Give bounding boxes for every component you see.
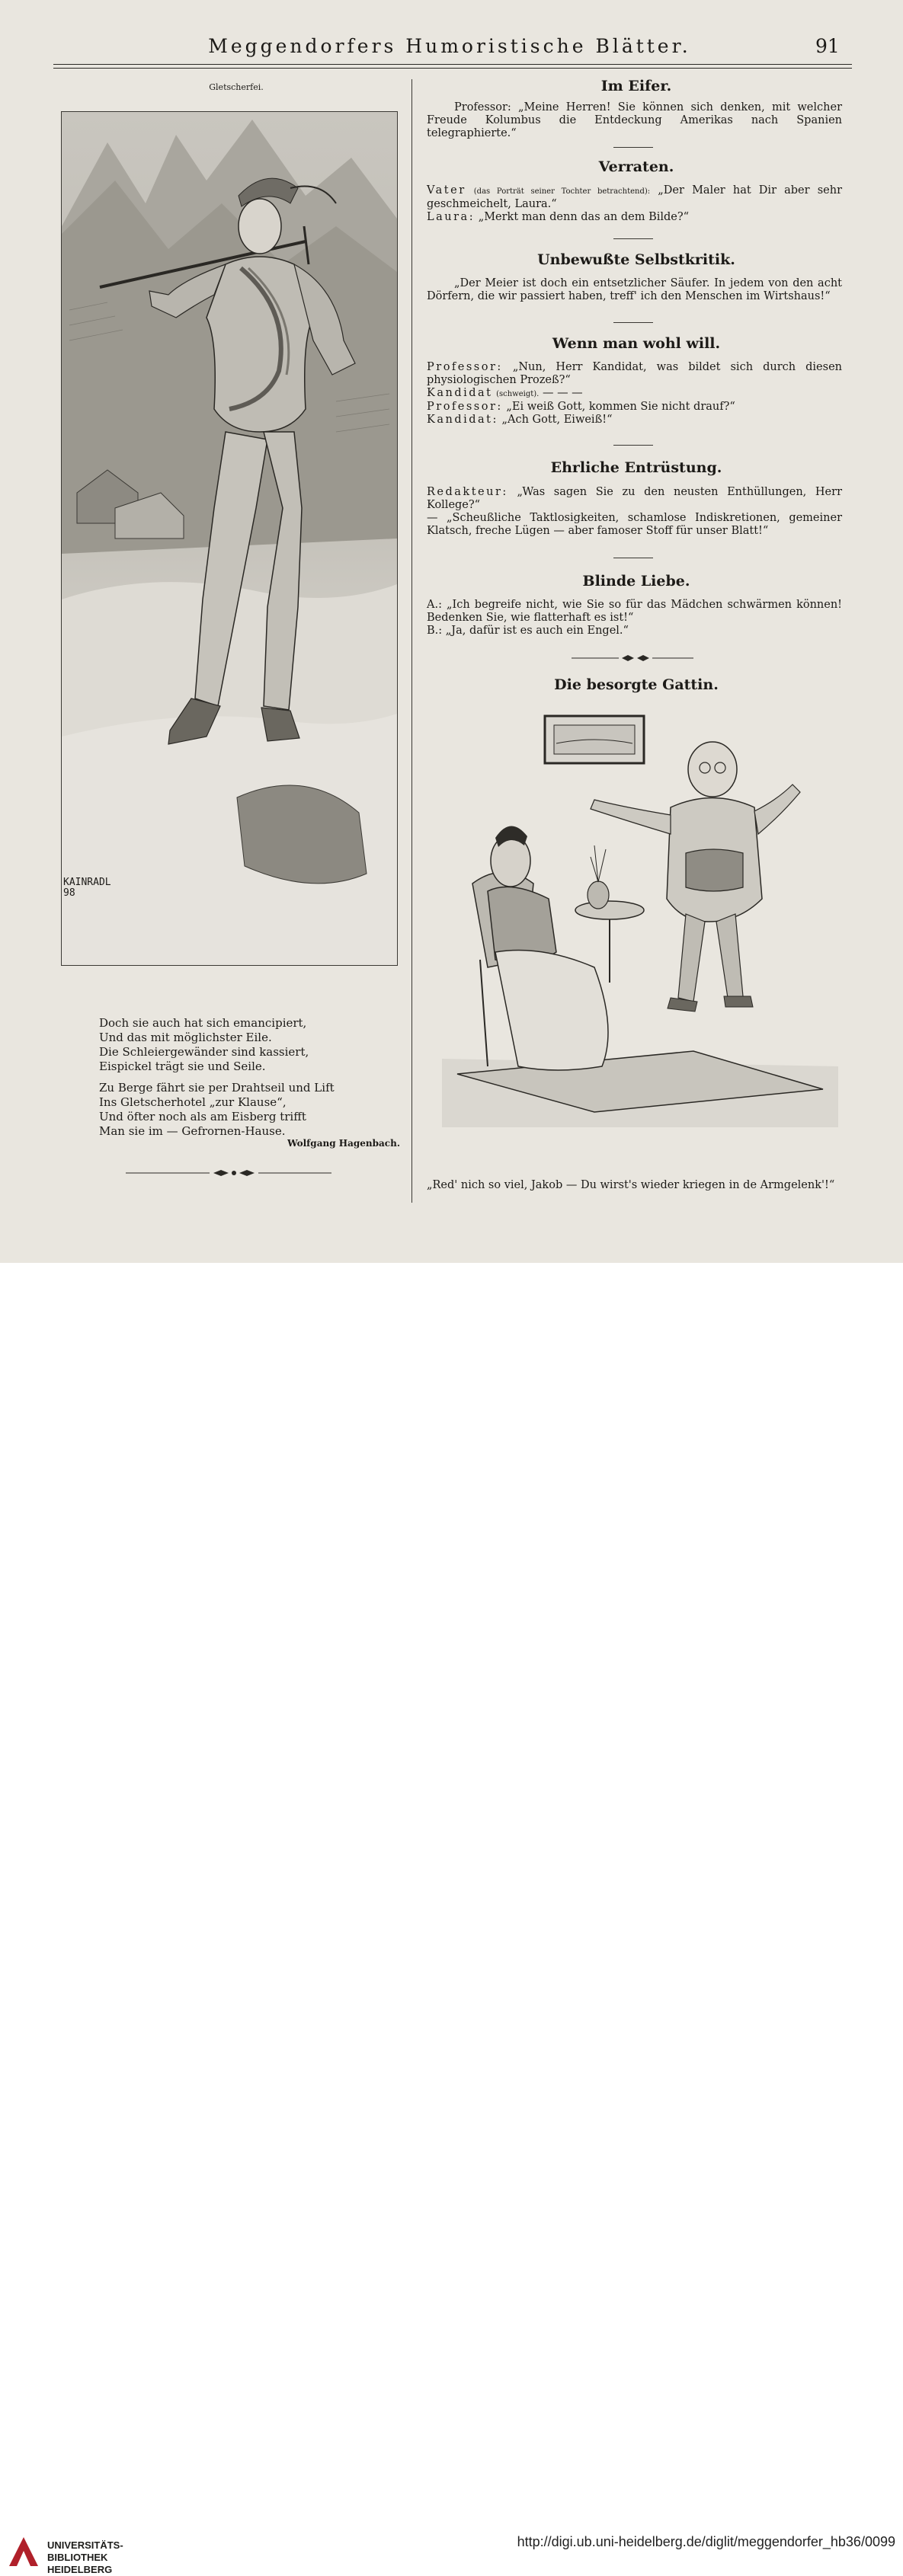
dialogue-line bbox=[427, 625, 842, 638]
poem-line: Und das mit möglichster Eile. bbox=[99, 1031, 272, 1044]
dialogue-line bbox=[427, 401, 842, 414]
page-number: 91 bbox=[815, 35, 840, 57]
stage-direction: (das Porträt seiner Tochter betrachtend): bbox=[473, 187, 651, 196]
ornament-divider bbox=[572, 654, 693, 663]
header-rule bbox=[53, 64, 852, 69]
section-text-entruestung bbox=[427, 486, 842, 538]
speaker: Redakteur: bbox=[427, 486, 508, 498]
speaker: Laura: bbox=[427, 211, 476, 223]
illustration-glacier-fairy bbox=[61, 111, 398, 966]
section-title-entruestung: Ehrliche Entrüstung. bbox=[550, 459, 722, 476]
section-separator bbox=[613, 147, 653, 148]
cartoon-illustration bbox=[442, 708, 838, 1127]
digitization-footer bbox=[0, 1263, 903, 2575]
column-divider bbox=[411, 79, 412, 1203]
dialogue-line bbox=[427, 414, 842, 427]
poem-line: Die Schleiergewänder sind kassiert, bbox=[99, 1045, 309, 1059]
library-name-line: HEIDELBERG bbox=[47, 2564, 113, 2575]
poem-line: Man sie im — Gefrornen-Hause. bbox=[99, 1124, 286, 1138]
dialogue-line bbox=[427, 486, 842, 512]
stage-direction: (schweigt). bbox=[496, 390, 540, 398]
section-text-im-eifer: Professor: „Meine Herren! Sie können sich denken, mit welcher Freude Kolumbus die Entdeckung Amerikas nach Spanien telegraphierte.“ bbox=[427, 101, 842, 139]
poem-line: Eispickel trägt sie und Seile. bbox=[99, 1059, 266, 1073]
poem-line: Doch sie auch hat sich emancipiert, bbox=[99, 1016, 307, 1030]
dialogue-line bbox=[427, 184, 842, 211]
poem-stanza-1 bbox=[99, 1016, 404, 1074]
section-title-wohl-will: Wenn man wohl will. bbox=[552, 335, 721, 352]
poem-stanza-2 bbox=[99, 1081, 404, 1139]
section-text-verraten bbox=[427, 184, 842, 224]
dialogue-text: „Ja, dafür ist es auch ein Engel.“ bbox=[445, 625, 629, 637]
page-header-title: Meggendorfers Humoristische Blätter. bbox=[208, 35, 691, 57]
section-title-im-eifer: Im Eifer. bbox=[600, 78, 672, 94]
library-name-line: UNIVERSITÄTS- bbox=[47, 2539, 123, 2551]
section-text-wohl-will bbox=[427, 361, 842, 427]
dialogue-text: „Ach Gott, Eiweiß!“ bbox=[501, 414, 613, 426]
dialogue-text: „Merkt man denn das an dem Bilde?“ bbox=[478, 211, 690, 223]
section-title-selbstkritik: Unbewußte Selbstkritik. bbox=[537, 251, 735, 268]
dialogue-text: — — — bbox=[542, 387, 583, 399]
library-name bbox=[47, 2539, 123, 2576]
scanned-page bbox=[0, 0, 903, 1263]
dialogue-text: „Nun, Herr Kandidat, was bildet sich durch diesen physiologischen Prozeß?“ bbox=[427, 361, 842, 386]
poem-line: Zu Berge fährt sie per Drahtseil und Lift bbox=[99, 1081, 335, 1095]
section-title-besorgte-gattin: Die besorgte Gattin. bbox=[554, 676, 719, 693]
ornament-divider bbox=[126, 1168, 331, 1178]
section-separator bbox=[613, 238, 653, 239]
section-text-selbstkritik: „Der Meier ist doch ein entsetzlicher Säufer. In jedem von den acht Dörfern, die wir passiert haben, treff' ich den Menschen im Wirtshaus!“ bbox=[427, 277, 842, 302]
illustration-caption: Gletscherfei. bbox=[209, 82, 264, 92]
dialogue-line bbox=[427, 599, 842, 625]
dialogue-text: „Scheußliche Taktlosigkeiten, schamlose Indiskretionen, gemeiner Klatsch, freche Lügen — aber famoser Stoff für unser Blatt!“ bbox=[427, 512, 843, 537]
section-title-blinde-liebe: Blinde Liebe. bbox=[582, 573, 690, 590]
artist-signature: KAINRADL 98 bbox=[63, 877, 111, 899]
dialogue-line bbox=[427, 361, 842, 387]
speaker: Vater bbox=[427, 184, 466, 197]
poem-line: Ins Gletscherhotel „zur Klause“, bbox=[99, 1095, 287, 1109]
speaker: Professor: bbox=[427, 361, 503, 373]
speaker: Kandidat bbox=[427, 387, 493, 399]
section-title-verraten: Verraten. bbox=[598, 158, 674, 175]
speaker: — bbox=[427, 512, 438, 524]
dialogue-text: „Der Maler hat Dir aber sehr geschmeichelt, Laura.“ bbox=[427, 184, 843, 210]
library-logo-icon bbox=[8, 2536, 40, 2568]
speaker: Kandidat: bbox=[427, 414, 498, 426]
poem-author: Wolfgang Hagenbach. bbox=[287, 1138, 400, 1149]
section-text-blinde-liebe bbox=[427, 599, 842, 638]
dialogue-line bbox=[427, 512, 842, 538]
illustration-drawing bbox=[62, 112, 397, 965]
cartoon-caption: „Red' nich so viel, Jakob — Du wirst's wieder kriegen in de Armgelenk'!“ bbox=[427, 1179, 835, 1191]
dialogue-line bbox=[427, 211, 842, 224]
speaker: B.: bbox=[427, 625, 443, 637]
library-name-line: BIBLIOTHEK bbox=[47, 2552, 108, 2563]
poem-line: Und öfter noch als am Eisberg trifft bbox=[99, 1110, 306, 1123]
speaker: Professor: bbox=[427, 401, 503, 413]
section-separator bbox=[613, 445, 653, 446]
dialogue-text: „Ich begreife nicht, wie Sie so für das Mädchen schwärmen können! Bedenken Sie, wie flatterhaft es ist!“ bbox=[427, 599, 843, 624]
speaker: A.: bbox=[427, 599, 442, 611]
dialogue-text: „Ei weiß Gott, kommen Sie nicht drauf?“ bbox=[506, 401, 735, 413]
source-url-link[interactable]: http://digi.ub.uni-heidelberg.de/diglit/meggendorfer_hb36/0099 bbox=[517, 2534, 895, 2549]
dialogue-text: „Was sagen Sie zu den neusten Enthüllungen, Herr Kollege?“ bbox=[427, 486, 843, 511]
section-separator bbox=[613, 322, 653, 323]
dialogue-line bbox=[427, 387, 842, 401]
